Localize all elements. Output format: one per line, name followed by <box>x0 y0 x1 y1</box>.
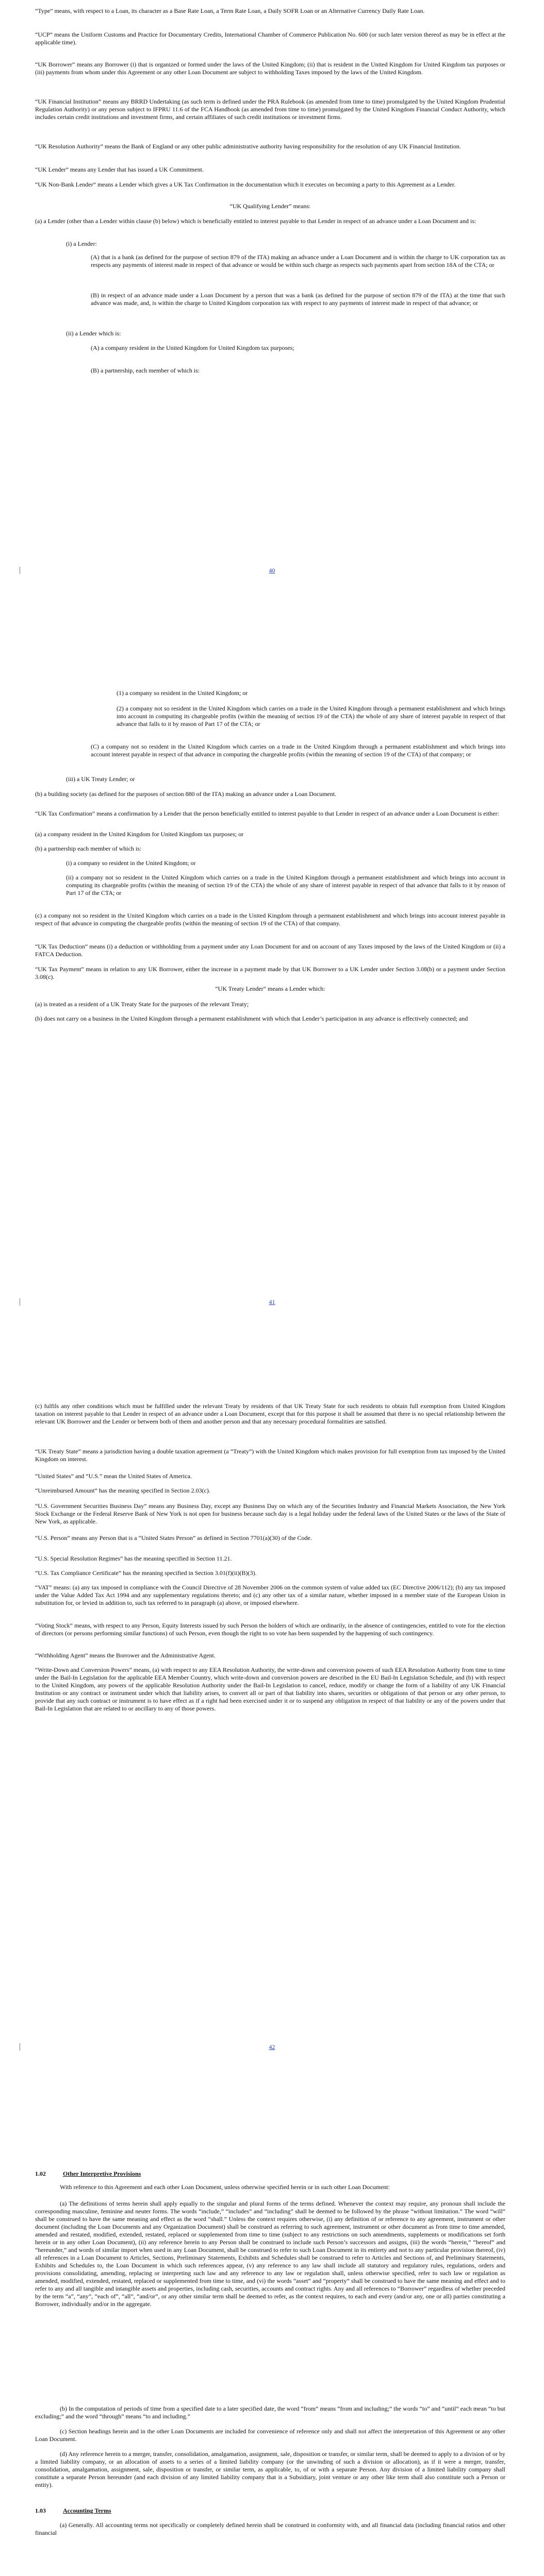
definition-us-gov-securities-day: “U.S. Government Securities Business Day” means any Business Day, except any Business Day on which any of the Securities Industry and Financial Markets Association, the New York Stock Exchange or the Federal Reserve Bank of New York is not open for business because such day is a legal holiday under the federal laws of the United States or the laws of the State of New York, as applicable. <box>35 1502 505 1525</box>
definition-uk-borrower: “UK Borrower” means any Borrower (i) that is organized or formed under the laws of the United Kingdom; (ii) that is resident in the United Kingdom for United Kingdom tax purposes or (iii) payments from whom under this Agreement or any other Loan Document are subject to withholding Taxes imposed by the laws of the United Kingdom. <box>35 61 505 76</box>
definition-withholding-agent: “Withholding Agent” means the Borrower and the Administrative Agent. <box>35 1652 216 1659</box>
definition-us-tax-compliance: “U.S. Tax Compliance Certificate” has the meaning specified in Section 3.01(f)(ii)(B)(3). <box>35 1569 257 1577</box>
definition-ucp: “UCP” means the Uniform Customs and Practice for Documentary Credits, International Chamber of Commerce Publication No. 600 (or such later version thereof as may be in effect at the applicable time). <box>35 31 505 46</box>
definition-uk-treaty-lender: “UK Treaty Lender” means a Lender which: <box>215 985 325 992</box>
definition-uk-qualifying-lender: “UK Qualifying Lender” means: <box>229 202 311 210</box>
confirmation-i: (i) a company so resident in the United Kingdom; or <box>66 859 196 867</box>
page-number[interactable]: 40 <box>269 567 275 574</box>
confirmation-a: (a) a company resident in the United Kingdom for United Kingdom tax purposes; or <box>35 831 244 838</box>
section-title: Accounting Terms <box>63 2507 111 2514</box>
definition-uk-financial-institution: “UK Financial Institution” means any BRRD Undertaking (as such term is defined under the PRA Rulebook (as amended from time to time) promulgated by the United Kingdom Prudential Regulation Authority) or any person subject to IFPRU 11.6 of the FCA Handbook (as amended from time to time) promulgated by the United Kingdom Financial Conduct Authority, which includes certain credit institutions and investment firms, and certain affiliates of such credit institutions or investment firms. <box>35 98 505 121</box>
page-40 <box>0 0 544 670</box>
clause-A1: (A) that is a bank (as defined for the purpose of section 879 of the ITA) making an advance under a Loan Document and is within the charge to UK corporation tax as respects any payments of interest made in respect of that advance or would be within such charge as respects such payments apart from section 18A of the CTA; or <box>91 253 505 268</box>
definition-unreimbursed-amount: “Unreimbursed Amount” has the meaning specified in Section 2.03(c). <box>35 1487 210 1494</box>
interpretive-a: (a) The definitions of terms herein shall apply equally to the singular and plural forms of the terms defined. Whenever the context may require, any pronoun shall include the corresponding masculine, feminine and neuter forms. The words “include,” “includes” and “including” shall be deemed to be followed by the phrase “without limitation.” The word “will” shall be construed to have the same meaning and effect as the word “shall.” Unless the context requires otherwise, (i) any definition of or reference to any agreement, instrument or other document (including the Loan Documents and any Organization Document) shall be construed as referring to such agreement, instrument or other document as from time to time amended, amended and restated, modified, extended, restated, replaced or supplemented from time to time (subject to any restrictions on such amendments, supplements or modifications set forth herein or in any other Loan Document), (ii) any reference herein to any Person shall be construed to include such Person’s successors and assigns, (iii) the words “herein,” “hereof” and “hereunder,” and words of similar import when used in any Loan Document, shall be construed to refer to such Loan Document in its entirety and not to any particular provision thereof, (iv) all references in a Loan Document to Articles, Sections, Preliminary Statements, Exhibits and Schedules shall be construed to refer to Articles and Sections of, and Preliminary Statements, Exhibits and Schedules to, the Loan Document in which such references appear, (v) any reference to any law shall include all statutory and regulatory rules, regulations, orders and provisions consolidating, amending, replacing or interpreting such law and any reference to any law or regulation shall, unless otherwise specified, refer to such law or regulation as amended, modified, extended, restated, replaced or supplemented from time to time, and (vi) the words “asset” and “property” shall be construed to have the same meaning and effect and to refer to any and all tangible and intangible assets and properties, including cash, securities, accounts and contract rights. Any and all references to “Borrower” regardless of whether preceded by the term “a”, “any”, “each of”, “all”, “and/or”, or any other similar term shall be deemed to refer, as the context requires, to each and every (and/or any, one or all) parties constituting a Borrower, individually and/or in the aggregate. <box>35 2200 505 2308</box>
clause-iii: (iii) a UK Treaty Lender; or <box>66 775 135 783</box>
definition-us-special-resolution: “U.S. Special Resolution Regimes” has the meaning specified in Section 11.21. <box>35 1555 232 1562</box>
confirmation-b: (b) a partnership each member of which is: <box>35 845 142 852</box>
clause-1: (1) a company so resident in the United Kingdom; or <box>117 689 248 697</box>
page-41 <box>0 670 544 1396</box>
page-number[interactable]: 41 <box>269 1298 275 1306</box>
clause-ii: (ii) a Lender which is: <box>66 330 121 337</box>
definition-voting-stock: “Voting Stock” means, with respect to any Person, Equity Interests issued by such Person the holders of which are ordinarily, in the absence of contingencies, entitled to vote for the election of directors (or persons performing similar functions) of such Person, even though the right to so vote has been suspended by the happening of such contingency. <box>35 1622 505 1637</box>
treaty-c: (c) fulfils any other conditions which must be fulfilled under the relevant Treaty by residents of that UK Treaty State for such residents to obtain full exemption from United Kingdom taxation on interest payable to that Lender in respect of an advance under a Loan Document, except that for this purpose it shall be assumed that there is no special relationship between the relevant UK Borrower and the Lender or between both of them and another person and that any necessary procedural formalities are satisfied. <box>35 1402 505 1425</box>
definition-uk-non-bank-lender: “UK Non-Bank Lender” means a Lender which gives a UK Tax Confirmation in the documentation which it executes on becoming a party to this Agreement as a Lender. <box>35 181 456 188</box>
page-number[interactable]: 42 <box>269 2043 275 2050</box>
definition-united-states: “United States” and “U.S.” mean the United States of America. <box>35 1472 192 1480</box>
accounting-a: (a) Generally. All accounting terms not specifically or completely defined herein shall be construed in conformity with, and all financial data (including financial ratios and other financial <box>35 2521 505 2536</box>
clause-A2: (A) a company resident in the United Kingdom for United Kingdom tax purposes; <box>91 344 294 351</box>
definition-uk-tax-deduction: “UK Tax Deduction” means (i) a deduction or withholding from a payment under any Loan Document for and on account of any Taxes imposed by the laws of the United Kingdom or (ii) a FATCA Deduction. <box>35 943 505 958</box>
treaty-b: (b) does not carry on a business in the United Kingdom through a permanent establishment with which that Lender’s participation in any advance is effectively connected; and <box>35 1015 468 1022</box>
clause-B2: (B) a partnership, each member of which is: <box>91 367 200 374</box>
clause-i: (i) a Lender: <box>66 240 97 247</box>
interpretive-c: (c) Section headings herein and in the other Loan Documents are included for convenience of reference only and shall not affect the interpretation of this Agreement or any other Loan Document. <box>35 2428 505 2443</box>
section-number: 1.02 <box>35 2170 46 2177</box>
definition-uk-tax-confirmation: “UK Tax Confirmation” means a confirmation by a Lender that the person beneficially entitled to interest payable to that Lender in respect of an advance under a Loan Document is either: <box>35 810 499 817</box>
confirmation-ii: (ii) a company not so resident in the United Kingdom which carries on a trade in the United Kingdom through a permanent establishment and which brings into account in computing its chargeable profits (within the meaning of section 19 of the CTA) the whole of any share of interest payable in respect of that advance that falls to it by reason of Part 17 of the CTA; or <box>66 874 505 896</box>
clause-B1: (B) in respect of an advance made under a Loan Document by a person that was a bank (as defined for the purpose of section 879 of the ITA) at the time that such advance was made, and, is within the charge to United Kingdom corporation tax with respect to any payments of interest made in respect of that advance; or <box>91 292 505 307</box>
definition-uk-treaty-state: “UK Treaty State” means a jurisdiction having a double taxation agreement (a “Treaty”) with the United Kingdom which makes provision for full exemption from tax imposed by the United Kingdom on interest. <box>35 1448 505 1463</box>
clause-C: (C) a company not so resident in the United Kingdom which carries on a trade in the United Kingdom through a permanent establishment and which brings into account interest payable in respect of that advance in computing the chargeable profits (within the meaning of section 19 of the CTA) of that company; or <box>91 743 505 758</box>
definition-type: “Type” means, with respect to a Loan, its character as a Base Rate Loan, a Term Rate Loan, a Daily SOFR Loan or an Alternative Currency Daily Rate Loan. <box>35 7 425 14</box>
section-title: Other Interpretive Provisions <box>63 2170 141 2177</box>
definition-us-person: “U.S. Person” means any Person that is a “United States Person” as defined in Section 7701(a)(30) of the Code. <box>35 1534 312 1541</box>
section-number: 1.03 <box>35 2507 46 2514</box>
definition-uk-tax-payment: “UK Tax Payment” means in relation to any UK Borrower, either the increase in a payment made by that UK Borrower to a UK Lender under Section 3.08(b) or a payment under Section 3.08(c). <box>35 965 505 980</box>
confirmation-c: (c) a company not so resident in the United Kingdom which carries on a trade in the United Kingdom through a permanent establishment and which brings into account interest payable in respect of that advance in computing the chargeable profits (within the meaning of section 19 of the CTA) of that company. <box>35 912 505 927</box>
interpretive-intro: With reference to this Agreement and each other Loan Document, unless otherwise specified herein or in such other Loan Document: <box>60 2183 390 2191</box>
definition-uk-lender: “UK Lender” means any Lender that has issued a UK Commitment. <box>35 166 204 173</box>
treaty-a: (a) is treated as a resident of a UK Treaty State for the purposes of the relevant Treaty; <box>35 1001 249 1008</box>
definition-write-down: “Write-Down and Conversion Powers” means, (a) with respect to any EEA Resolution Authority, the write-down and conversion powers of such EEA Resolution Authority from time to time under the Bail-In Legislation for the applicable EEA Member Country, which write-down and conversion powers are described in the EU Bail-In Legislation Schedule, and (b) with respect to the United Kingdom, any powers of the applicable Resolution Authority under the Bail-In Legislation to cancel, reduce, modify or change the form of a liability of any UK Financial Institution or any contract or instrument under which that liability arises, to convert all or part of that liability into shares, securities or obligations of that person or any other person, to provide that any such contract or instrument is to have effect as if a right had been exercised under it or to suspend any obligation in respect of that liability or any of the powers under that Bail-In Legislation that are related to or ancillary to any of those powers. <box>35 1666 505 1712</box>
interpretive-b: (b) In the computation of periods of time from a specified date to a later specified date, the word “from” means “from and including;” the words “to” and “until” each mean “to but excluding;” and the word “through” means “to and including.” <box>35 2405 505 2420</box>
clause-b: (b) a building society (as defined for the purposes of section 880 of the ITA) making an advance under a Loan Document. <box>35 790 337 798</box>
interpretive-d: (d) Any reference herein to a merger, transfer, consolidation, amalgamation, assignment, sale, disposition or transfer, or similar term, shall be deemed to apply to a division of or by a limited liability company, or an allocation of assets to a series of a limited liability company (or the unwinding of such a division or allocation), as if it were a merger, transfer, consolidation, amalgamation, assignment, sale, disposition or transfer, or similar term, as applicable, to, of or with a separate Person. Any division of a limited liability company shall constitute a separate Person hereunder (and each division of any limited liability company that is a Subsidiary, joint venture or any other like term shall also constitute such a Person or entity). <box>35 2450 505 2488</box>
page-43 <box>0 2117 544 2576</box>
page-42 <box>0 1396 544 2117</box>
definition-vat: “VAT” means: (a) any tax imposed in compliance with the Council Directive of 28 November 2006 on the common system of value added tax (EC Directive 2006/112); (b) any tax imposed under the Value Added Tax Act 1994 and any supplementary regulations thereto; and (c) any other tax of a similar nature, whether imposed in a member state of the European Union in substitution for, or levied in addition to, such tax referred to in paragraph (a) above, or imposed elsewhere. <box>35 1584 505 1606</box>
definition-uk-resolution-authority: “UK Resolution Authority” means the Bank of England or any other public administrative authority having responsibility for the resolution of any UK Financial Institution. <box>35 143 461 150</box>
clause-2: (2) a company not so resident in the United Kingdom which carries on a trade in the United Kingdom through a permanent establishment and which brings into account in computing its chargeable profits (within the meaning of section 19 of the CTA) the whole of any share of interest payable in respect of that advance that falls to it by reason of Part 17 of the CTA; or <box>117 705 505 727</box>
clause-a: (a) a Lender (other than a Lender within clause (b) below) which is beneficially entitled to interest payable to that Lender in respect of an advance under a Loan Document and is: <box>35 217 476 225</box>
